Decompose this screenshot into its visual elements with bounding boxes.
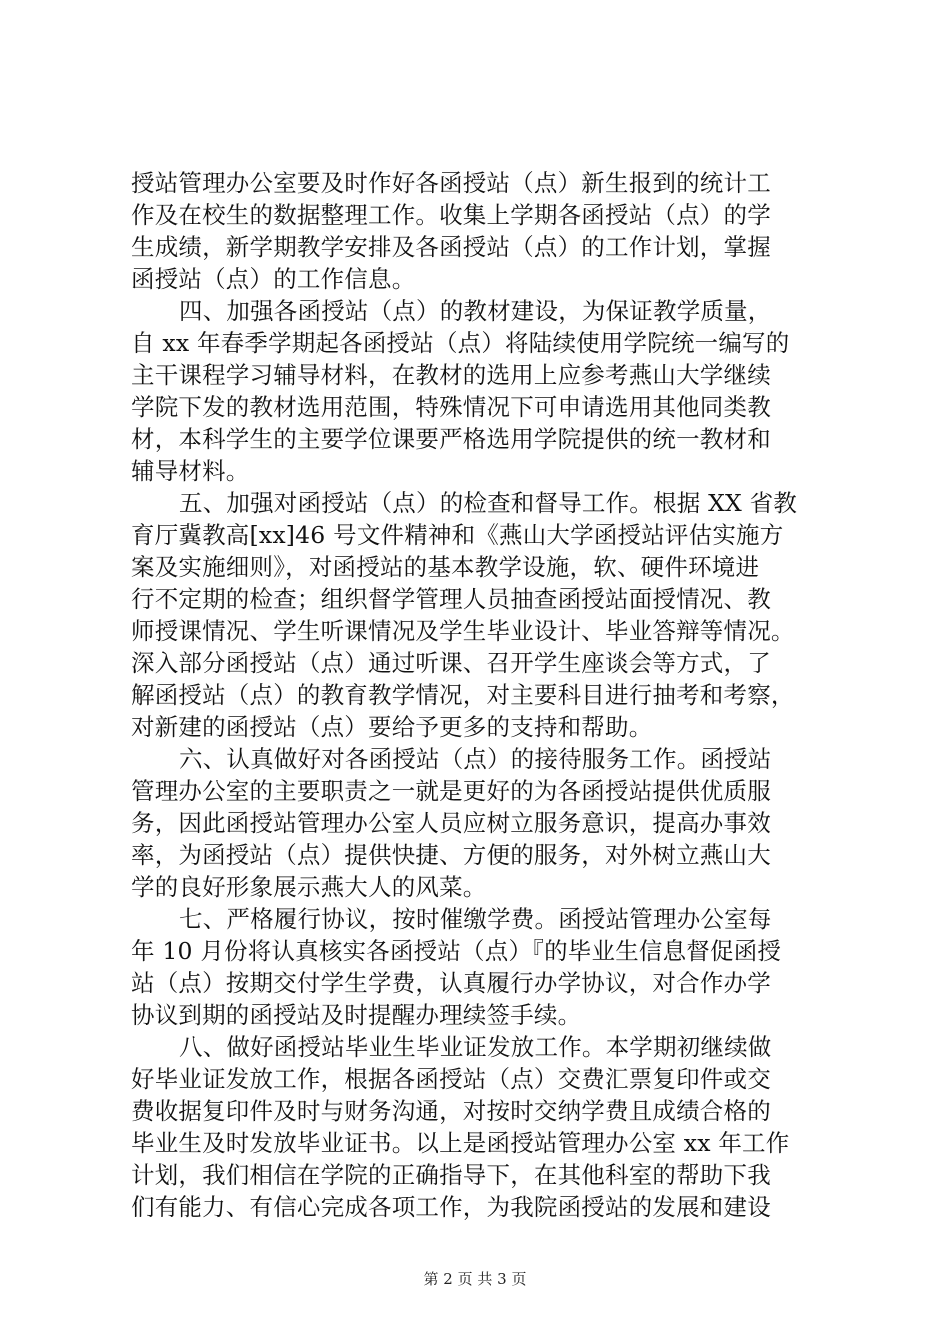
text-line: 行不定期的检查；组织督学管理人员抽查函授站面授情况、教 [131,585,771,613]
document-body [131,167,841,1223]
text-line: 作及在校生的数据整理工作。收集上学期各函授站（点）的学 [131,201,771,229]
text-line: 授站管理办公室要及时作好各函授站（点）新生报到的统计工 [131,169,771,197]
text-line: 好毕业证发放工作，根据各函授站（点）交费汇票复印件或交 [131,1065,771,1093]
paragraph-start-line: 五、加强对函授站（点）的检查和督导工作。根据 XX 省教 [179,489,797,517]
paragraph-start-line: 八、做好函授站毕业生毕业证发放工作。本学期初继续做 [179,1033,772,1061]
text-line: 学的良好形象展示燕大人的风菜。 [131,873,487,901]
text-line: 毕业生及时发放毕业证书。以上是函授站管理办公室 xx 年工作 [131,1129,790,1157]
text-line: 计划，我们相信在学院的正确指导下，在其他科室的帮助下我 [131,1161,771,1189]
text-line: 案及实施细则》，对函授站的基本教学设施，软、硬件环境进 [131,553,760,581]
text-line: 对新建的函授站（点）要给予更多的支持和帮助。 [131,713,653,741]
paragraph-start-line: 四、加强各函授站（点）的教材建设，为保证教学质量， [179,297,772,325]
text-line: 材，本科学生的主要学位课要严格选用学院提供的统一教材和 [131,425,771,453]
text-line: 费收据复印件及时与财务沟通，对按时交纳学费且成绩合格的 [131,1097,771,1125]
page-footer [0,1268,950,1289]
text-line: 管理办公室的主要职责之一就是更好的为各函授站提供优质服 [131,777,771,805]
paragraph-start-line: 七、严格履行协议，按时催缴学费。函授站管理办公室每 [179,905,772,933]
page-number-label: 第 2 页 共 3 页 [423,1270,527,1288]
text-line: 站（点）按期交付学生学费，认真履行办学协议，对合作办学 [131,969,771,997]
text-line: 务，因此函授站管理办公室人员应树立服务意识，提高办事效 [131,809,771,837]
text-line: 解函授站（点）的教育教学情况，对主要科目进行抽考和考察， [131,681,795,709]
text-line: 率，为函授站（点）提供快捷、方便的服务，对外树立燕山大 [131,841,771,869]
text-line: 们有能力、有信心完成各项工作，为我院函授站的发展和建设 [131,1193,771,1221]
paragraph-start-line: 六、认真做好对各函授站（点）的接待服务工作。函授站 [179,745,772,773]
text-line: 师授课情况、学生听课情况及学生毕业设计、毕业答辩等情况。 [131,617,795,645]
text-line: 辅导材料。 [131,457,250,485]
text-line: 学院下发的教材选用范围，特殊情况下可申请选用其他同类教 [131,393,771,421]
text-line: 深入部分函授站（点）通过听课、召开学生座谈会等方式，了 [131,649,771,677]
text-line: 主干课程学习辅导材料，在教材的选用上应参考燕山大学继续 [131,361,771,389]
text-line: 协议到期的函授站及时提醒办理续签手续。 [131,1001,582,1029]
text-line: 生成绩，新学期教学安排及各函授站（点）的工作计划，掌握 [131,233,771,261]
text-line: 自 xx 年春季学期起各函授站（点）将陆续使用学院统一编写的 [131,329,790,357]
text-line: 函授站（点）的工作信息。 [131,265,416,293]
text-line: 年 10 月份将认真核实各函授站（点）『的毕业生信息督促函授 [131,937,782,965]
text-line: 育厅冀教高[xx]46 号文件精神和《燕山大学函授站评估实施方 [131,521,784,549]
